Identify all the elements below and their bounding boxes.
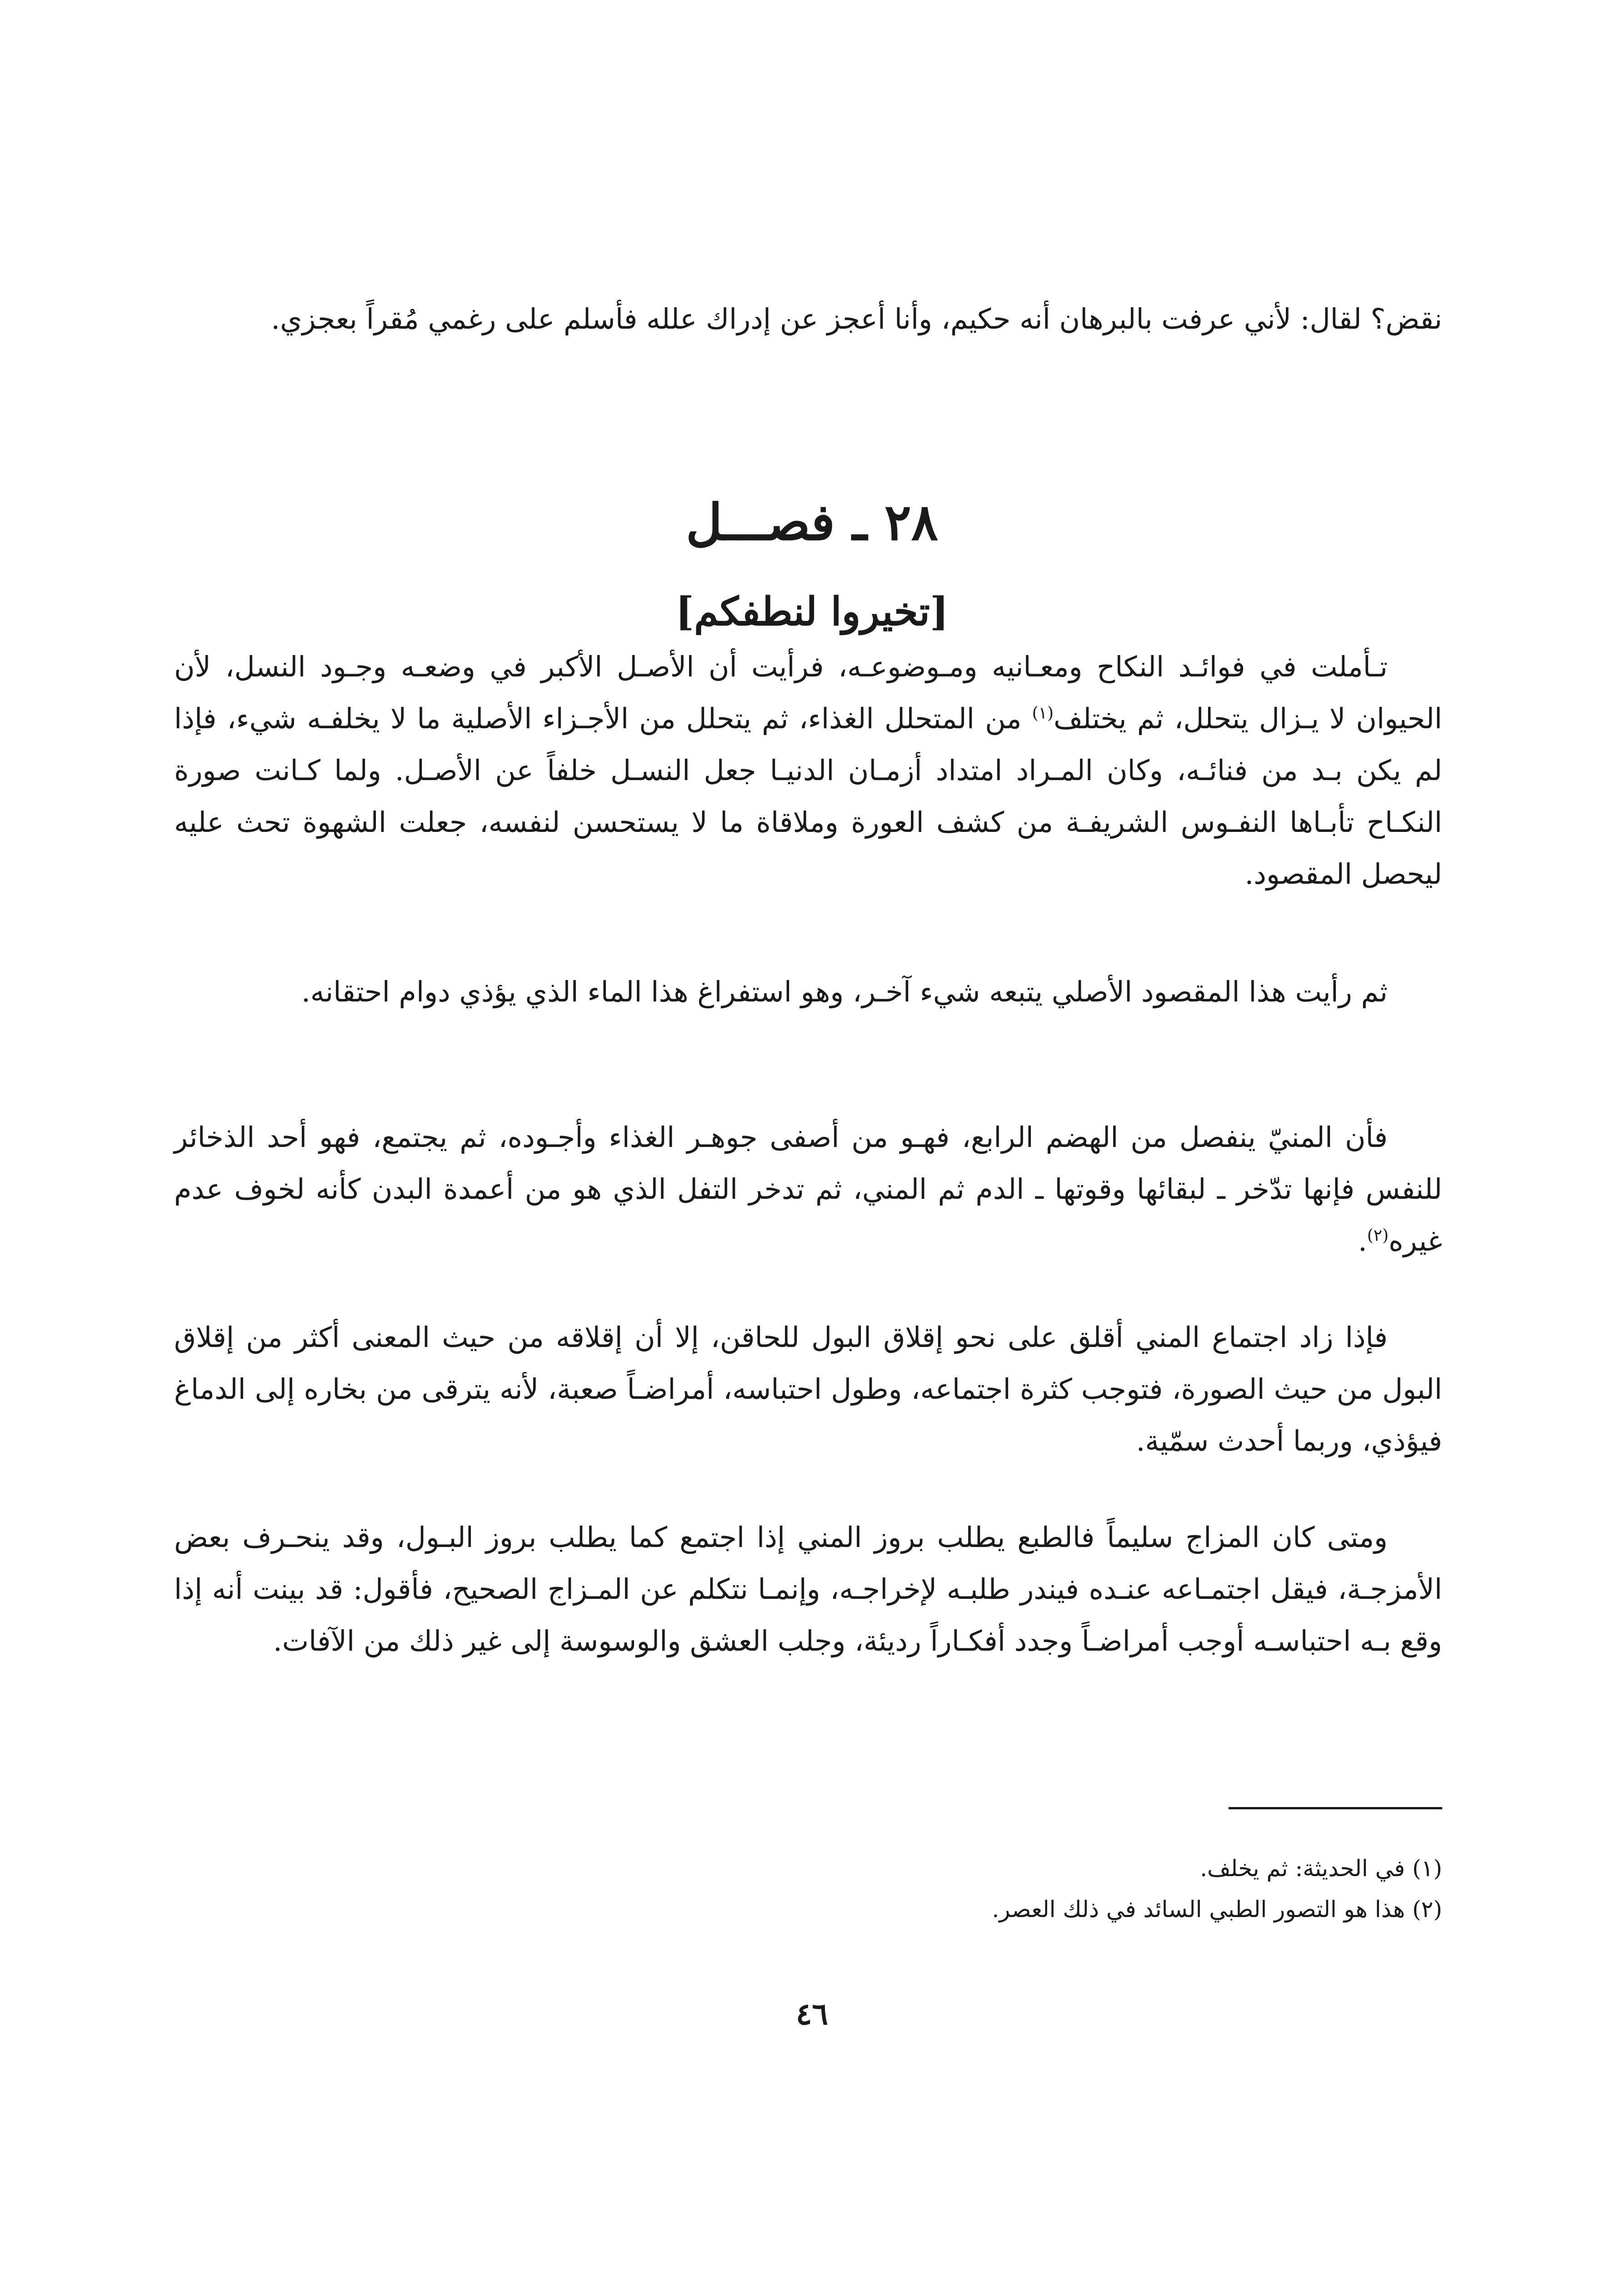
footnote-2: (٢) هذا هو التصور الطبي السائد في ذلك العصر. xyxy=(992,1896,1442,1923)
footnote-marker: (١) xyxy=(1032,704,1054,723)
opening-text: نقض؟ لقال: لأني عرفت بالبرهان أنه حكيم، وأنا أعجز عن إدراك علله فأسلم على رغمي مُقراً بعجزي. xyxy=(271,302,1442,335)
paragraph-text: ثم رأيت هذا المقصود الأصلي يتبعه شيء آخـر، وهو استفراغ هذا الماء الذي يؤذي دوام احتقانه. xyxy=(301,975,1388,1008)
body-paragraph-1 xyxy=(174,641,1442,900)
paragraph-text: ومتى كان المزاج سليماً فالطبع يطلب بروز المني إذا اجتمع كما يطلب بروز البـول، وقد ينحـرف بعض الأمزجـة، فيقل اجتمـاعه عنـده فيندر طلبـه لإخراجـه، وإنمـا نتكلم عن المـزاج الصحيح، فأقول: قد بينت أنه إذا وقع بـه احتباسـه أوجب أمراضـاً وجدد أفكـاراً رديئة، وجلب العشق والوسوسة إلى غير ذلك من الآفات. xyxy=(174,1521,1442,1657)
paragraph-text-part: . xyxy=(1358,1224,1367,1257)
section-subtitle: [تخيروا لنطفكم] xyxy=(675,589,949,635)
paragraph-text-part: فأن المنيّ ينفصل من الهضم الرابع، فهـو من أصفى جوهـر الغذاء وأجـوده، ثم يجتمع، فهو أحد الذخائر للنفس فإنها تدّخر ـ لبقائها وقوتها ـ الدم ثم المني، ثم تدخر التفل الذي هو من أعمدة البدن كأنه لخوف عدم غيره xyxy=(174,1121,1442,1257)
paragraph-text xyxy=(174,1111,1442,1267)
footnotes xyxy=(174,1848,1442,1930)
body-paragraph-4 xyxy=(174,1312,1442,1467)
body-paragraph-2 xyxy=(174,966,1442,1018)
paragraph-text-part: من المتحلل الغذاء، ثم يتحلل من الأجـزاء الأصلية ما لا يخلفـه شيء، فإذا لم يكن بـد من فنائـه، وكان المـراد امتداد أزمـان الدنيـا جعل النسـل خلفاً عن الأصـل. ولما كـانت صورة النكـاح تأبـاها النفـوس الشريفـة من كشف العورة وملاقاة ما لا يستحسن لنفسه، جعلت الشهوة تحث عليه ليحصل المقصود. xyxy=(174,702,1442,891)
footnote-marker: (٢) xyxy=(1367,1226,1389,1245)
footnote-divider xyxy=(1229,1807,1442,1809)
opening-paragraph xyxy=(174,293,1442,345)
section-number-heading: ٢٨ ـ فصـــل xyxy=(686,492,938,551)
paragraph-text-part: تـأملت في فوائـد النكاح ومعـانيه ومـوضوعـه، فرأيت أن الأصـل الأكبر في وضعـه وجـود النسل، لأن الحيوان لا يـزال يتحلل، ثم يختلف xyxy=(174,650,1442,735)
paragraph-text xyxy=(174,641,1442,900)
body-paragraph-3 xyxy=(174,1111,1442,1267)
body-paragraph-5 xyxy=(174,1512,1442,1667)
paragraph-text: فإذا زاد اجتماع المني أقلق على نحو إقلاق البول للحاقن، إلا أن إقلاقه من حيث المعنى أكثر من إقلاق البول من حيث الصورة، فتوجب كثرة اجتماعه، وطول احتباسه، أمراضـاً صعبة، لأنه يترقى من بخاره إلى الدماغ فيؤذي، وربما أحدث سمّية. xyxy=(174,1321,1442,1457)
footnote-1: (١) في الحديثة: ثم يخلف. xyxy=(1200,1855,1442,1882)
page-number: ٤٦ xyxy=(796,1996,828,2032)
